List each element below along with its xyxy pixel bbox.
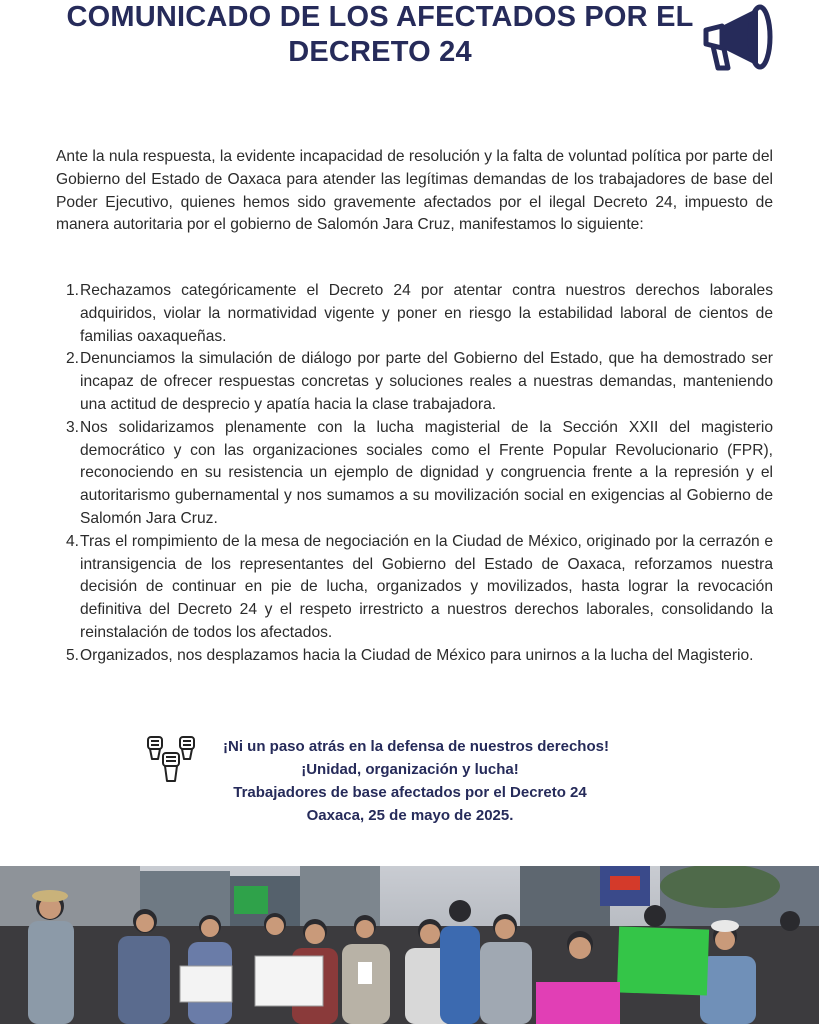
list-item — [56, 280, 773, 348]
item-number: 2. — [66, 350, 80, 368]
item-number: 5. — [66, 646, 80, 664]
protest-photo — [0, 866, 819, 1024]
item-text: Denunciamos la simulación de diálogo por parte del Gobierno del Estado, que ha demostrado ser incapaz de ofrecer respuestas concretas y soluciones reales a nuestras demandas, manteniendo una actitud de desprecio y apatía hacia la clase trabajadora. — [80, 350, 773, 413]
list-item — [56, 417, 773, 531]
item-text: Tras el rompimiento de la mesa de negociación en la Ciudad de México, originado por la cerrazón e intransigencia de los representantes del Gobierno del Estado de Oaxaca, reforzamos nuestra decisión de continuar en pie de lucha, organizados y movilizados, hasta lograr la revocación definitiva del Decreto 24 y el respeto irrestricto a nuestros derechos laborales, consolidando la reinstalación de todos los afectados. — [80, 532, 773, 641]
item-number: 4. — [66, 532, 80, 550]
item-number: 3. — [66, 418, 80, 436]
list-item — [56, 531, 773, 645]
closing-date: Oaxaca, 25 de mayo de 2025. — [306, 807, 514, 824]
item-text: Nos solidarizamos plenamente con la lucha magisterial de la Sección XXII del magisterio democrático y con las organizaciones sociales como el Frente Popular Revolucionario (FPR), reconociendo en su resistencia un ejemplo de dignidad y congruencia frente a la represión y el autoritarismo gubernamental y nos sumamos a su movilización social en exigencias al Gobierno de Salomón Jara Cruz. — [80, 418, 773, 527]
page-title — [40, 0, 720, 70]
closing-slogan-1: ¡Ni un paso atrás en la defensa de nuestros derechos! — [223, 738, 609, 755]
list-item — [56, 645, 773, 668]
demands-list — [56, 280, 773, 668]
item-text: Rechazamos categóricamente el Decreto 24 por atentar contra nuestros derechos laborales adquiridos, violar la normatividad vigente y poner en riesgo la estabilidad laboral de cientos de familias oaxaqueñas. — [80, 282, 773, 345]
item-text: Organizados, nos desplazamos hacia la Ciudad de México para unirnos a la lucha del Magisterio. — [80, 646, 754, 664]
closing-signature: Trabajadores de base afectados por el Decreto 24 — [233, 784, 587, 801]
item-number: 1. — [66, 282, 80, 299]
intro-paragraph: Ante la nula respuesta, la evidente incapacidad de resolución y la falta de voluntad política por parte del Gobierno del Estado de Oaxaca para atender las legítimas demandas de los trabajadores de base del Poder Ejecutivo, quienes hemos sido gravemente afectados por el ilegal Decreto 24, impuesto de manera autoritaria por el gobierno de Salomón Jara Cruz, manifestamos lo siguiente: — [56, 148, 773, 234]
closing-slogan-2: ¡Unidad, organización y lucha! — [301, 761, 519, 778]
title-line-2: DECRETO 24 — [288, 36, 472, 68]
protest-photo-illustration — [0, 866, 819, 1024]
title-line-1: COMUNICADO DE LOS AFECTADOS POR EL — [66, 1, 694, 33]
list-item — [56, 348, 773, 416]
megaphone-icon — [700, 2, 776, 72]
